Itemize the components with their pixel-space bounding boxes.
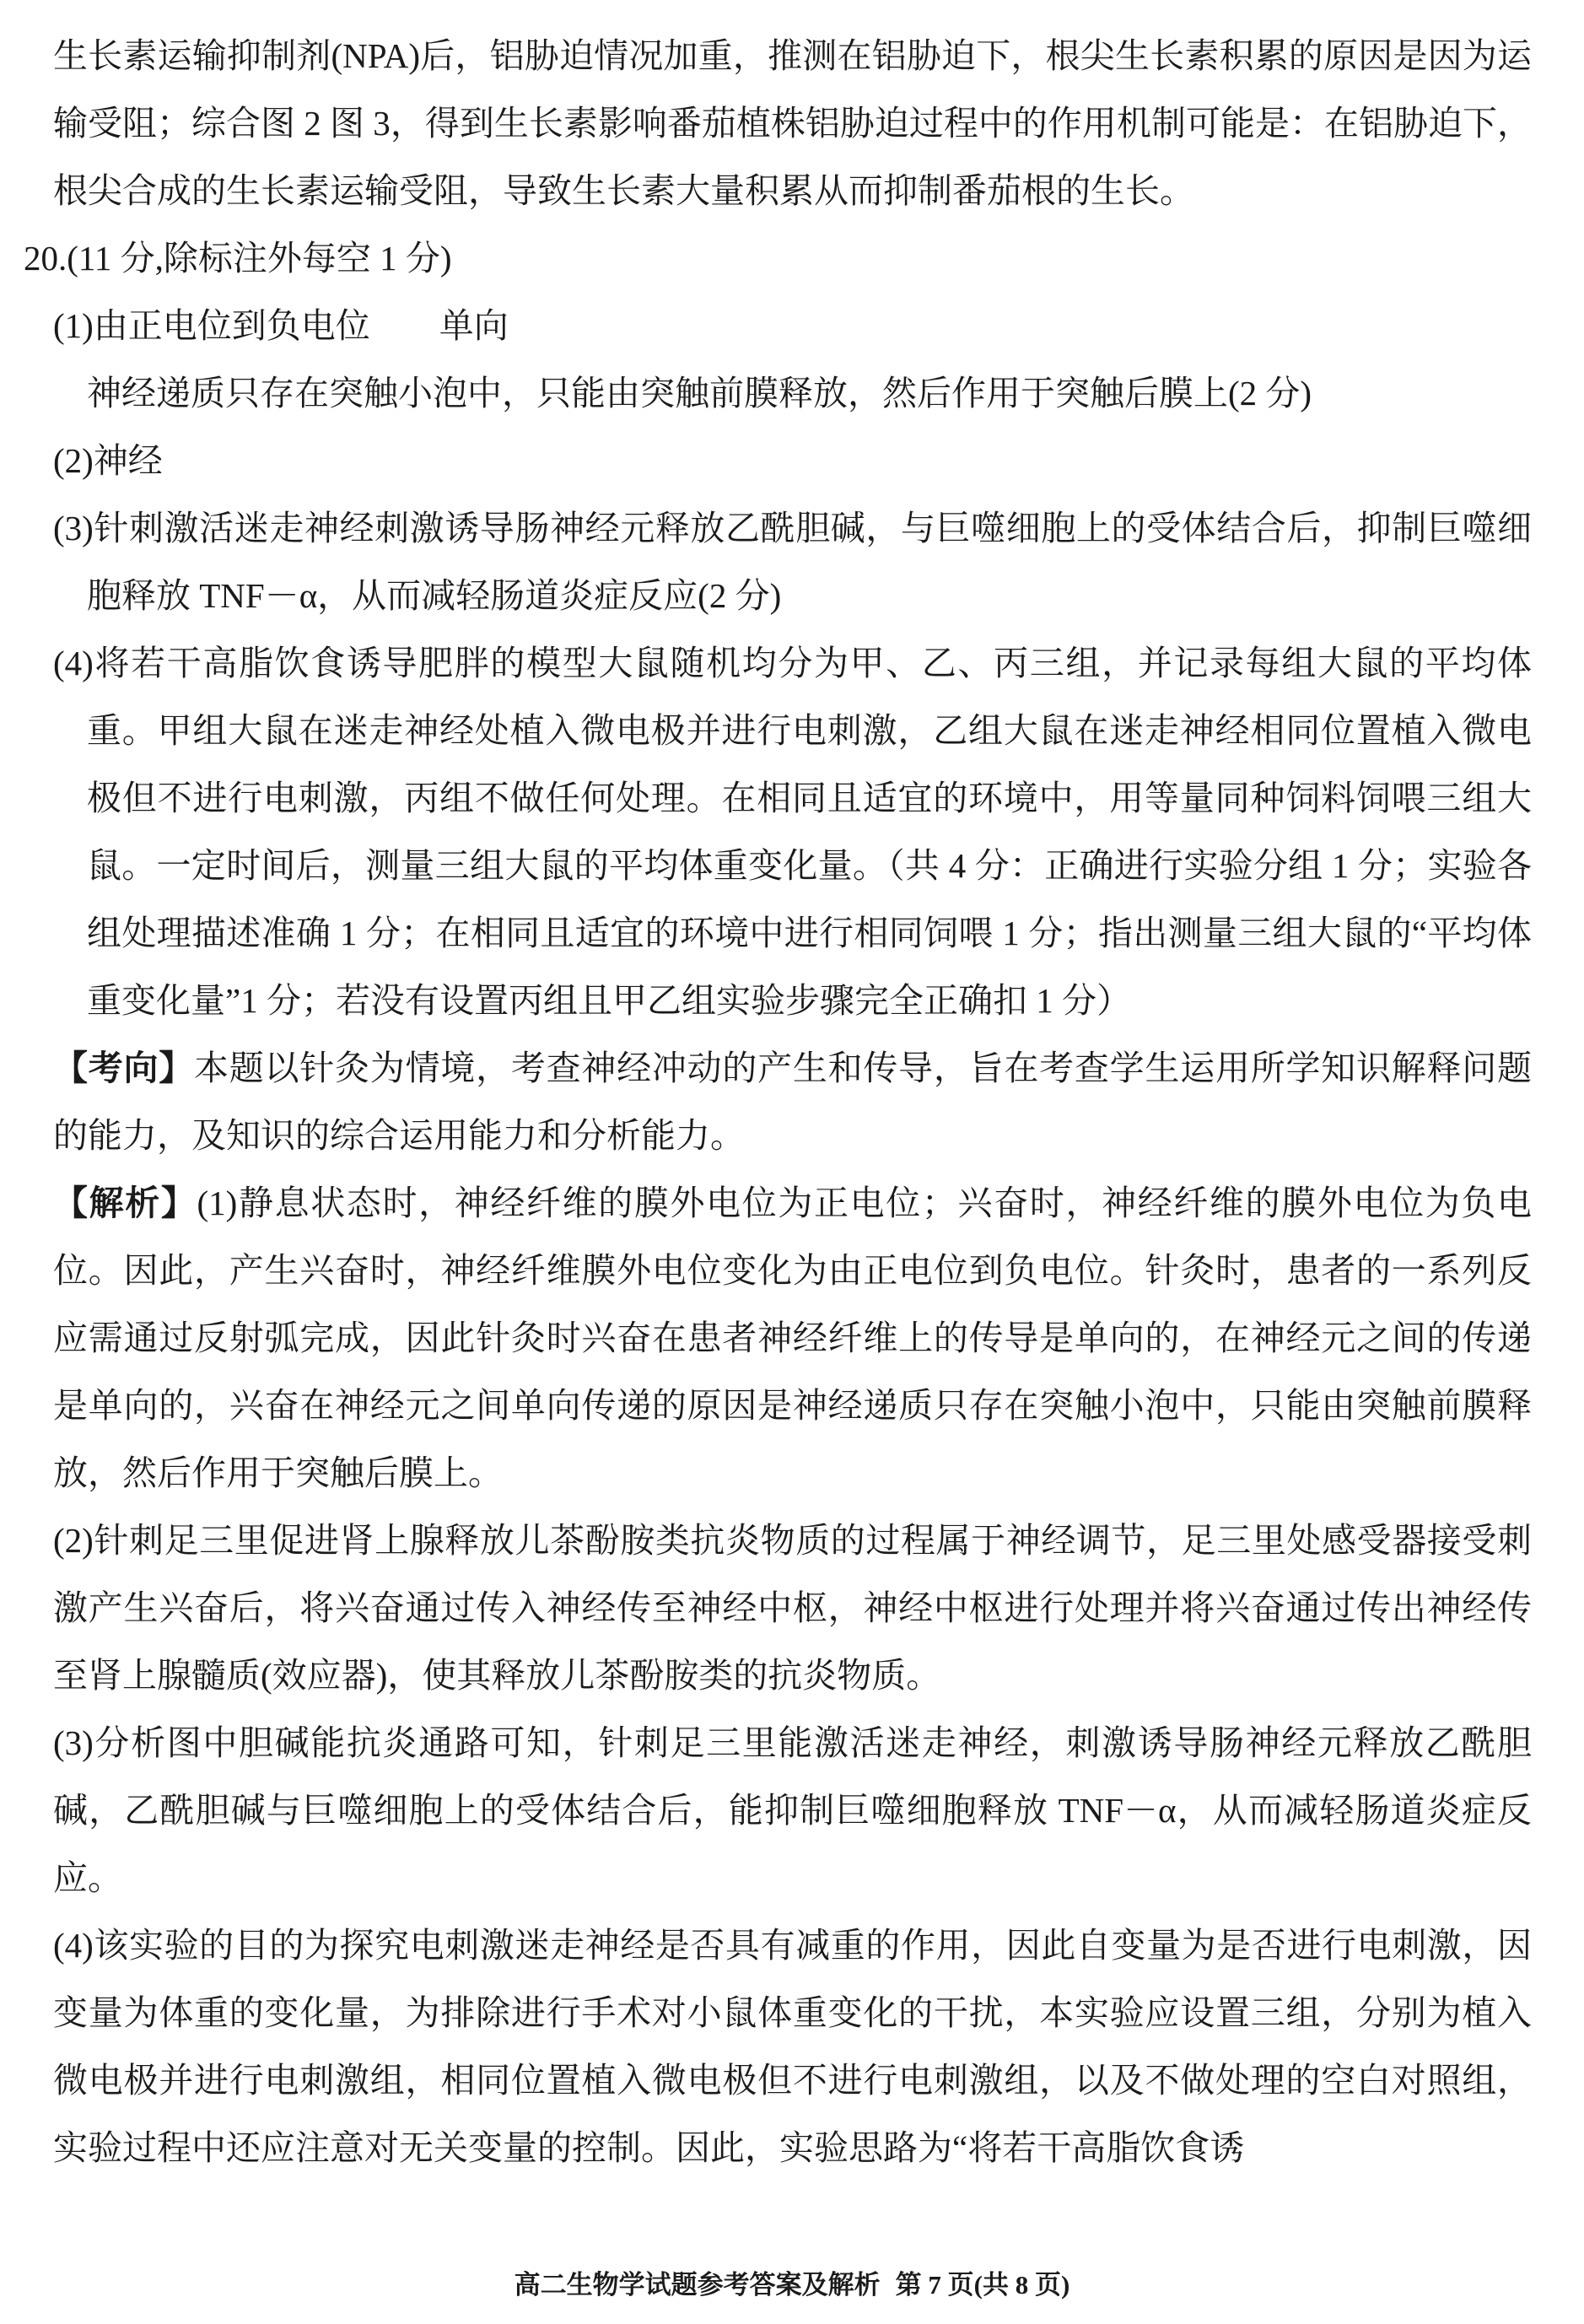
answer-20-4 [53, 629, 1532, 1034]
answer-20-4-marker: (4) [53, 644, 94, 682]
jiexi-label: 【解析】 [53, 1184, 197, 1222]
answer-20-3-marker: (3) [53, 509, 94, 547]
jiexi-paragraph-4: (4)该实验的目的为探究电刺激迷走神经是否具有减重的作用，因此自变量为是否进行电刺激，因变量为体重的变化量，为排除进行手术对小鼠体重变化的干扰，本实验应设置三组，分别为植入微电极并进行电刺激组，相同位置植入微电极但不进行电刺激组，以及不做处理的空白对照组，实验过程中还应注意对无关变量的控制。因此，实验思路为“将若干高脂饮食诱 [53, 1926, 1532, 2167]
answer-20-1 [53, 292, 1532, 359]
jiexi-part1-text: (1)静息状态时，神经纤维的膜外电位为正电位；兴奋时，神经纤维的膜外电位为负电位。因此，产生兴奋时，神经纤维膜外电位变化为由正电位到负电位。针灸时，患者的一系列反应需通过反射弧完成，因此针灸时兴奋在患者神经纤维上的传导是单向的，在神经元之间的传递是单向的，兴奋在神经元之间单向传递的原因是神经递质只存在突触小泡中，只能由突触前膜释放，然后作用于突触后膜上。 [53, 1184, 1533, 1492]
question-20-header [24, 224, 1532, 292]
page-footer [0, 2268, 1584, 2302]
answer-20-1-note: 神经递质只存在突触小泡中，只能由突触前膜释放，然后作用于突触后膜上(2 分) [87, 374, 1312, 412]
answer-20-3 [53, 494, 1532, 629]
kaoxiang-paragraph [53, 1034, 1532, 1169]
answer-20-1-marker: (1) [53, 306, 94, 345]
answer-20-2 [53, 427, 1532, 494]
answer-20-1-text: 由正电位到负电位 单向 [93, 306, 509, 345]
answer-20-2-text: 神经 [93, 441, 163, 480]
footer-page-number: 第 7 页(共 8 页) [895, 2270, 1070, 2300]
kaoxiang-label: 【考向】 [53, 1049, 195, 1087]
question-20-score-note: (11 分,除标注外每空 1 分) [67, 239, 452, 278]
kaoxiang-text: 本题以针灸为情境，考查神经冲动的产生和传导，旨在考查学生运用所学知识解释问题的能力，及知识的综合运用能力和分析能力。 [53, 1049, 1533, 1155]
answer-20-3-text: 针刺激活迷走神经刺激诱导肠神经元释放乙酰胆碱，与巨噬细胞上的受体结合后，抑制巨噬细胞释放 TNF－α，从而减轻肠道炎症反应(2 分) [87, 509, 1532, 615]
jiexi-paragraph-1 [53, 1169, 1532, 1507]
question-20-number: 20. [24, 239, 67, 278]
answer-20-4-text: 将若干高脂饮食诱导肥胖的模型大鼠随机均分为甲、乙、丙三组，并记录每组大鼠的平均体重。甲组大鼠在迷走神经处植入微电极并进行电刺激，乙组大鼠在迷走神经相同位置植入微电极但不进行电刺激，丙组不做任何处理。在相同且适宜的环境中，用等量同种饲料饲喂三组大鼠。一定时间后，测量三组大鼠的平均体重变化量。（共 4 分：正确进行实验分组 1 分；实验各组处理描述准确 1 分；在相同且适宜的环境中进行相同饲喂 1 分；指出测量三组大鼠的“平均体重变化量”1 分；若没有设置丙组且甲乙组实验步骤完全正确扣 1 分） [87, 644, 1532, 1020]
jiexi-paragraph-2: (2)针刺足三里促进肾上腺释放儿茶酚胺类抗炎物质的过程属于神经调节，足三里处感受器接受刺激产生兴奋后，将兴奋通过传入神经传至神经中枢，神经中枢进行处理并将兴奋通过传出神经传至肾上腺髓质(效应器)，使其释放儿茶酚胺类的抗炎物质。 [53, 1521, 1532, 1695]
jiexi-paragraph-3: (3)分析图中胆碱能抗炎通路可知，针刺足三里能激活迷走神经，刺激诱导肠神经元释放乙酰胆碱，乙酰胆碱与巨噬细胞上的受体结合后，能抑制巨噬细胞释放 TNF－α，从而减轻肠道炎症反应。 [53, 1723, 1532, 1897]
question-20-block [24, 224, 1532, 1034]
answer-19-tail-paragraph: 生长素运输抑制剂(NPA)后，铝胁迫情况加重，推测在铝胁迫下，根尖生长素积累的原因是因为运输受阻；综合图 2 图 3，得到生长素影响番茄植株铝胁迫过程中的作用机制可能是：在铝胁迫下，根尖合成的生长素运输受阻，导致生长素大量积累从而抑制番茄根的生长。 [53, 36, 1532, 210]
answer-20-2-marker: (2) [53, 441, 94, 480]
footer-title: 高二生物学试题参考答案及解析 [514, 2270, 881, 2300]
